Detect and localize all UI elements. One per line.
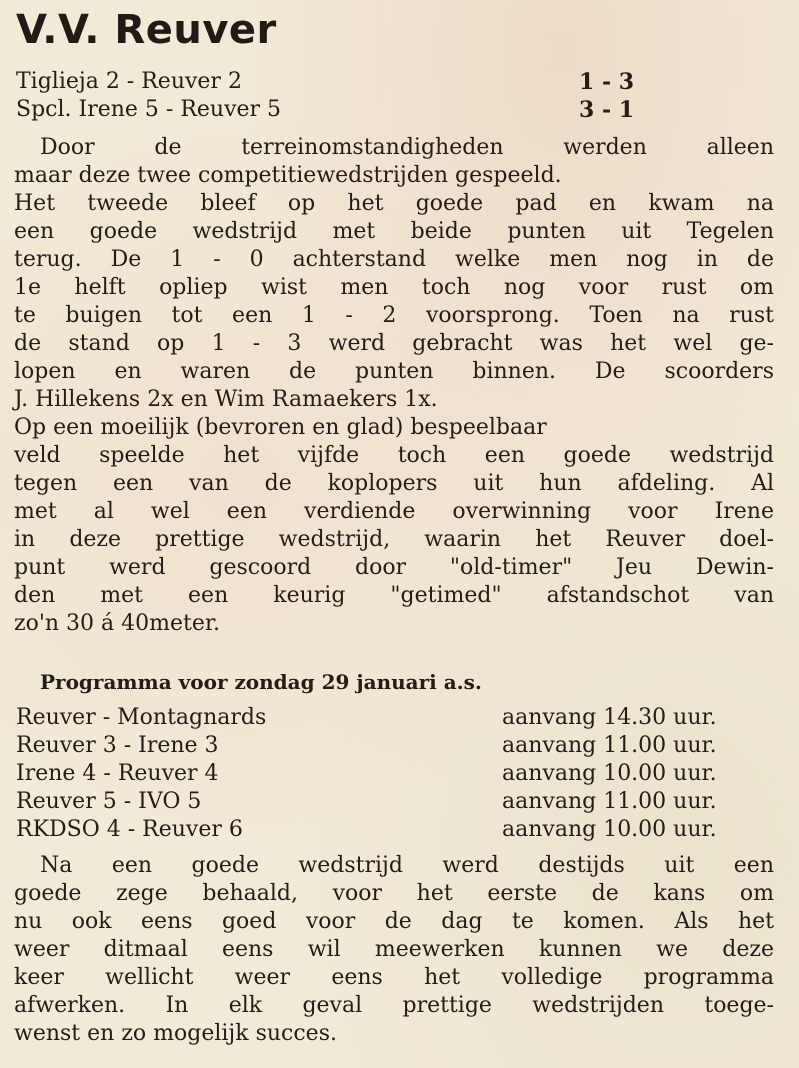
text-line: te buigen tot een 1 - 2 voorsprong. Toen na rust <box>14 303 774 328</box>
fixture-match: Reuver 5 - IVO 5 <box>16 789 202 814</box>
programme-heading: Programma voor zondag 29 januari a.s. <box>40 670 482 694</box>
fixture-row <box>16 816 783 844</box>
text-line: met al wel een verdiende overwinning voor Irene <box>14 499 774 524</box>
fixture-row <box>16 788 783 816</box>
text-line: maar deze twee competitiewedstrijden gespeeld. <box>14 163 562 188</box>
text-line: afwerken. In elk geval prettige wedstrijden toege- <box>14 993 774 1018</box>
result-match: Spcl. Irene 5 - Reuver 5 <box>16 97 282 122</box>
text-line: Op een moeilijk (bevroren en glad) bespeelbaar <box>14 415 547 440</box>
text-line: tegen een van de koplopers uit hun afdeling. Al <box>14 471 774 496</box>
text-line: Het tweede bleef op het goede pad en kwam na <box>14 191 774 216</box>
text-line: wenst en zo mogelijk succes. <box>14 1021 337 1046</box>
text-line: lopen en waren de punten binnen. De scoorders <box>14 359 774 384</box>
text-line: terug. De 1 - 0 achterstand welke men nog in de <box>14 247 774 272</box>
fixture-row <box>16 760 783 788</box>
fixture-time: aanvang 10.00 uur. <box>502 761 717 786</box>
result-score: 1 - 3 <box>579 69 635 95</box>
fixture-match: RKDSO 4 - Reuver 6 <box>16 817 243 842</box>
text-line: nu ook eens goed voor de dag te komen. Als het <box>14 909 774 934</box>
result-score: 3 - 1 <box>579 97 635 123</box>
fixture-match: Reuver 3 - Irene 3 <box>16 733 219 758</box>
result-row <box>16 68 783 96</box>
result-row <box>16 96 783 124</box>
text-line: de stand op 1 - 3 werd gebracht was het wel ge- <box>14 331 774 356</box>
fixture-row <box>16 732 783 760</box>
text-line: den met een keurig "getimed" afstandschot van <box>14 583 774 608</box>
fixture-row <box>16 704 783 732</box>
text-line: weer ditmaal eens wil meewerken kunnen we deze <box>14 937 774 962</box>
club-title: V.V. Reuver <box>16 7 277 53</box>
text-line: punt werd gescoord door "old-timer" Jeu Dewin- <box>14 555 774 580</box>
fixture-match: Irene 4 - Reuver 4 <box>16 761 219 786</box>
text-line: goede zege behaald, voor het eerste de kans om <box>14 881 774 906</box>
text-line: Na een goede wedstrijd werd destijds uit een <box>40 853 774 878</box>
text-line: keer wellicht weer eens het volledige programma <box>14 965 774 990</box>
text-line: zo'n 30 á 40meter. <box>14 611 220 636</box>
fixture-time: aanvang 11.00 uur. <box>502 733 717 758</box>
report-paragraph-1 <box>14 134 774 414</box>
text-line: in deze prettige wedstrijd, waarin het Reuver doel- <box>14 527 774 552</box>
closing-paragraph <box>14 852 774 1048</box>
text-line: een goede wedstrijd met beide punten uit Tegelen <box>14 219 774 244</box>
fixture-time: aanvang 10.00 uur. <box>502 817 717 842</box>
text-line: J. Hillekens 2x en Wim Ramaekers 1x. <box>14 387 438 412</box>
fixture-time: aanvang 14.30 uur. <box>502 705 717 730</box>
text-line: veld speelde het vijfde toch een goede wedstrijd <box>14 443 774 468</box>
result-match: Tiglieja 2 - Reuver 2 <box>16 69 242 94</box>
text-line: 1e helft opliep wist men toch nog voor rust om <box>14 275 774 300</box>
fixture-time: aanvang 11.00 uur. <box>502 789 717 814</box>
report-paragraph-2 <box>14 414 774 638</box>
text-line: Door de terreinomstandigheden werden alleen <box>40 135 774 160</box>
fixture-match: Reuver - Montagnards <box>16 705 267 730</box>
